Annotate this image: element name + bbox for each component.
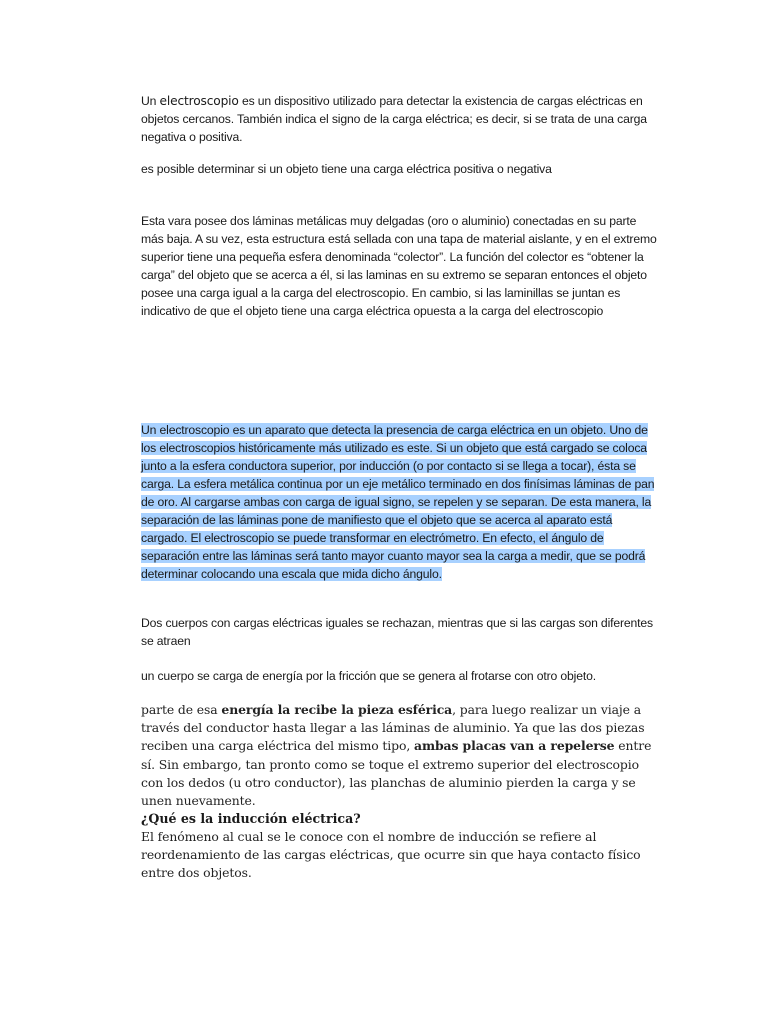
paragraph-charges: Dos cuerpos con cargas eléctricas iguales se rechazan, mientras que si las cargas son diferentes se atraen xyxy=(141,616,653,648)
paragraph-friction: un cuerpo se carga de energía por la fricción que se genera al frotarse con otro objeto. xyxy=(141,669,596,683)
energy-bold-phrase: energía la recibe la pieza esférica xyxy=(221,702,453,717)
paragraph-energy xyxy=(141,701,661,810)
paragraph-definition-rest: es un dispositivo utilizado para detectar la existencia de cargas eléctricas en objetos cercanos. También indica el signo de la carga eléctrica; es decir, si se trata de una carga negativa o positiva. xyxy=(141,94,647,144)
energy-middle: , para luego realizar un viaje a través del conductor hasta llegar a las láminas de aluminio. Ya que las dos piezas reciben una carga eléctrica del mismo tipo, xyxy=(141,702,645,754)
energy-lead: parte de esa xyxy=(141,702,222,717)
paragraph-definition-lead: Un xyxy=(141,94,160,108)
section-heading-induction: ¿Qué es la inducción eléctrica? xyxy=(141,811,361,826)
paragraph-induction: El fenómeno al cual se le conoce con el nombre de inducción se refiere al reordenamiento de las cargas eléctricas, que ocurre sin que haya contacto físico entre dos objetos. xyxy=(141,829,641,881)
highlighted-text: Un electroscopio es un aparato que detecta la presencia de carga eléctrica en un objeto. Uno de los electroscopios históricamente más utilizado es este. Si un objeto que está cargado se coloca junto a la esfera conductora superior, por inducción (o por contacto si se llega a tocar), ésta se carga. La esfera metálica continua por un eje metálico terminado en dos finísimas láminas de pan de oro. Al cargarse ambas con carga de igual signo, se repelen y se separan. De esta manera, la separación de las láminas pone de manifiesto que el objeto que se acerca al aparato está cargado. El electroscopio se puede transformar en electrómetro. En efecto, el ángulo de separación entre las láminas será tanto mayor cuanto mayor sea la carga a medir, que se podrá determinar colocando una escala que mida dicho ángulo. xyxy=(141,423,655,581)
electroscopio-term: electroscopio xyxy=(159,94,239,108)
paragraph-highlighted xyxy=(141,421,661,583)
repel-bold-phrase: ambas placas van a repelerse xyxy=(414,738,615,754)
paragraph-purpose: es posible determinar si un objeto tiene una carga eléctrica positiva o negativa xyxy=(141,162,552,176)
paragraph-definition xyxy=(141,92,661,146)
energy-end: entre sí. Sin embargo, tan pronto como se toque el extremo superior del electroscopio con los dedos (u otro conductor), las planchas de aluminio pierden la carga y se unen nuevamente. xyxy=(141,738,652,809)
paragraph-structure: Esta vara posee dos láminas metálicas muy delgadas (oro o aluminio) conectadas en su parte más baja. A su vez, esta estructura está sellada con una tapa de material aislante, y en el extremo superior tiene una pequeña esfera denominada “colector”. La función del colector es “obtener la carga” del objeto que se acerca a él, si las laminas en su extremo se separan entonces el objeto posee una carga igual a la carga del electroscopio. En cambio, si las laminillas se juntan es indicativo de que el objeto tiene una carga eléctrica opuesta a la carga del electroscopio xyxy=(141,214,657,318)
